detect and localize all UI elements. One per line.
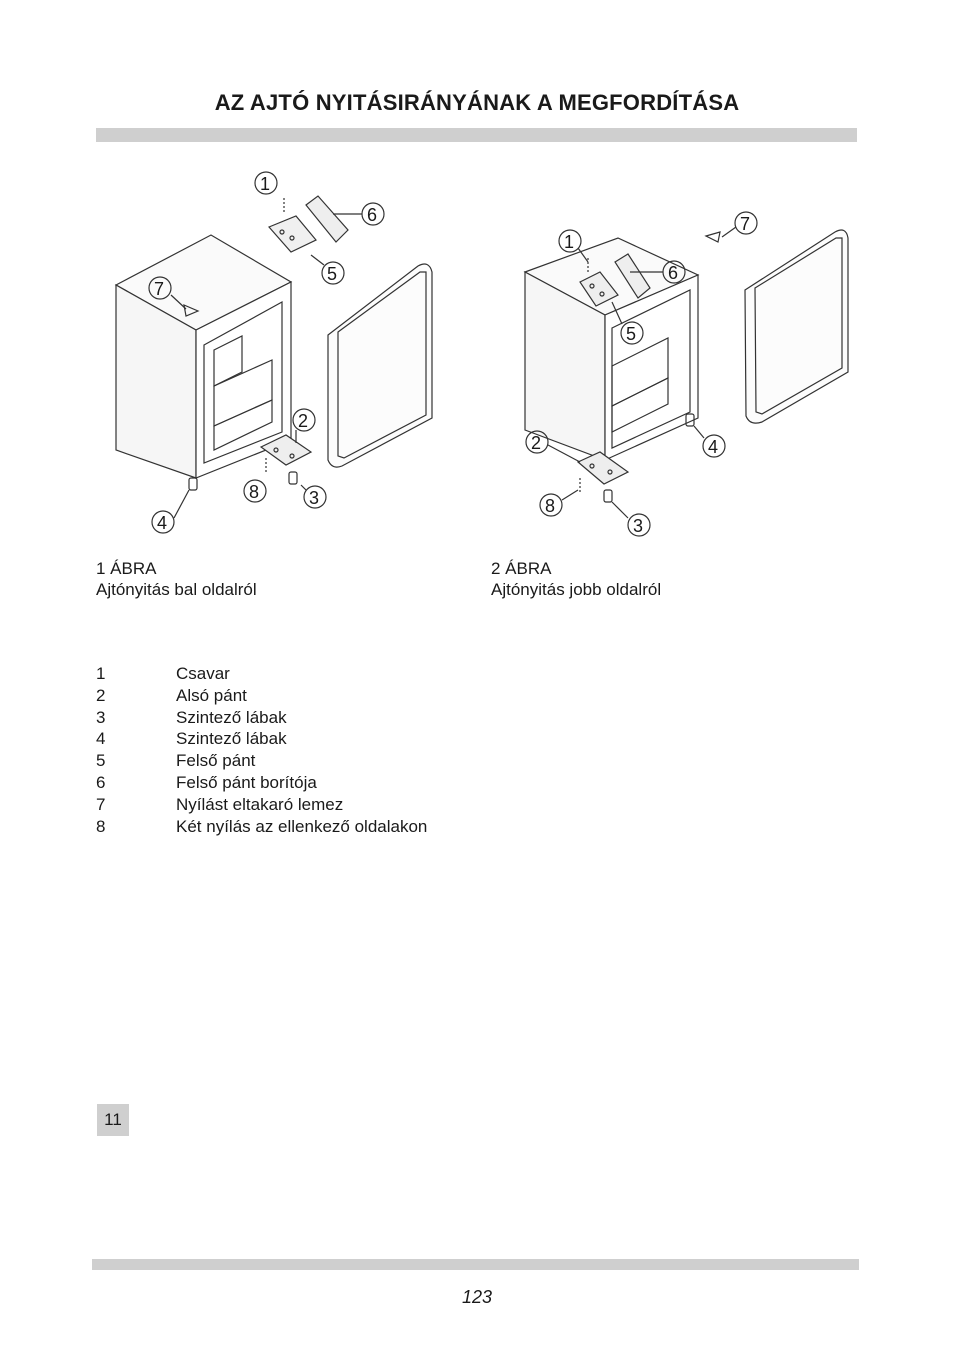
svg-text:8: 8 bbox=[249, 482, 260, 502]
svg-text:1: 1 bbox=[260, 174, 271, 194]
callout-3 bbox=[301, 485, 326, 508]
figure-1-description: Ajtónyitás bal oldalról bbox=[96, 580, 257, 599]
svg-text:3: 3 bbox=[633, 516, 644, 536]
callout-7 bbox=[722, 212, 757, 237]
svg-text:7: 7 bbox=[740, 214, 751, 234]
footer-rule bbox=[92, 1259, 859, 1270]
plug-plate bbox=[706, 232, 720, 242]
svg-text:4: 4 bbox=[708, 437, 719, 457]
figure-2-label: 2 ÁBRA bbox=[491, 559, 552, 578]
callout-8 bbox=[540, 490, 578, 516]
fridge-door bbox=[745, 230, 848, 423]
legend-item: 8 Két nyílás az ellenkező oldalakon bbox=[96, 816, 428, 836]
svg-text:6: 6 bbox=[668, 263, 679, 283]
leveling-foot bbox=[604, 490, 612, 502]
svg-text:1: 1 bbox=[564, 232, 575, 252]
legend-item: 5 Felső pánt bbox=[96, 751, 256, 771]
page-title: AZ AJTÓ NYITÁSIRÁNYÁNAK A MEGFORDÍTÁSA bbox=[214, 90, 740, 115]
fridge-door bbox=[328, 264, 432, 467]
legend-item: 6 Felső pánt borítója bbox=[96, 772, 317, 792]
legend-item: 7 Nyílást eltakaró lemez bbox=[96, 794, 344, 814]
callout-3 bbox=[612, 502, 650, 536]
svg-text:5: 5 bbox=[626, 324, 637, 344]
parts-legend bbox=[96, 663, 427, 837]
figure-1-label: 1 ÁBRA bbox=[96, 559, 157, 578]
svg-text:5: 5 bbox=[327, 264, 338, 284]
svg-text:7: 7 bbox=[154, 279, 165, 299]
leveling-foot bbox=[289, 472, 297, 484]
figure-2-description: Ajtónyitás jobb oldalról bbox=[491, 580, 662, 599]
figure-2-caption bbox=[491, 558, 661, 600]
svg-text:4: 4 bbox=[157, 513, 168, 533]
figure-2-diagram bbox=[500, 200, 860, 545]
callout-4 bbox=[694, 426, 725, 457]
svg-text:2: 2 bbox=[531, 433, 542, 453]
callout-5 bbox=[311, 255, 344, 284]
bottom-hinge bbox=[578, 452, 628, 492]
fridge-cabinet bbox=[116, 235, 291, 478]
legend-item: 1 Csavar bbox=[96, 664, 230, 683]
callout-2 bbox=[293, 409, 315, 443]
figure-1-caption bbox=[96, 558, 257, 600]
page-number: 123 bbox=[461, 1287, 493, 1307]
callout-1 bbox=[255, 172, 277, 194]
legend-item: 2 Alsó pánt bbox=[96, 685, 247, 705]
svg-text:8: 8 bbox=[545, 496, 556, 516]
callout-8 bbox=[244, 480, 266, 502]
legend-item: 4 Szintező lábak bbox=[96, 729, 287, 749]
svg-text:3: 3 bbox=[309, 488, 320, 508]
header-rule bbox=[96, 128, 857, 142]
chapter-number-badge: 11 bbox=[97, 1104, 129, 1136]
legend-item: 3 Szintező lábak bbox=[96, 707, 287, 727]
leveling-foot bbox=[189, 478, 197, 490]
figure-1-diagram bbox=[96, 160, 456, 545]
svg-text:2: 2 bbox=[298, 411, 309, 431]
callout-4 bbox=[152, 490, 189, 533]
svg-text:6: 6 bbox=[367, 205, 378, 225]
